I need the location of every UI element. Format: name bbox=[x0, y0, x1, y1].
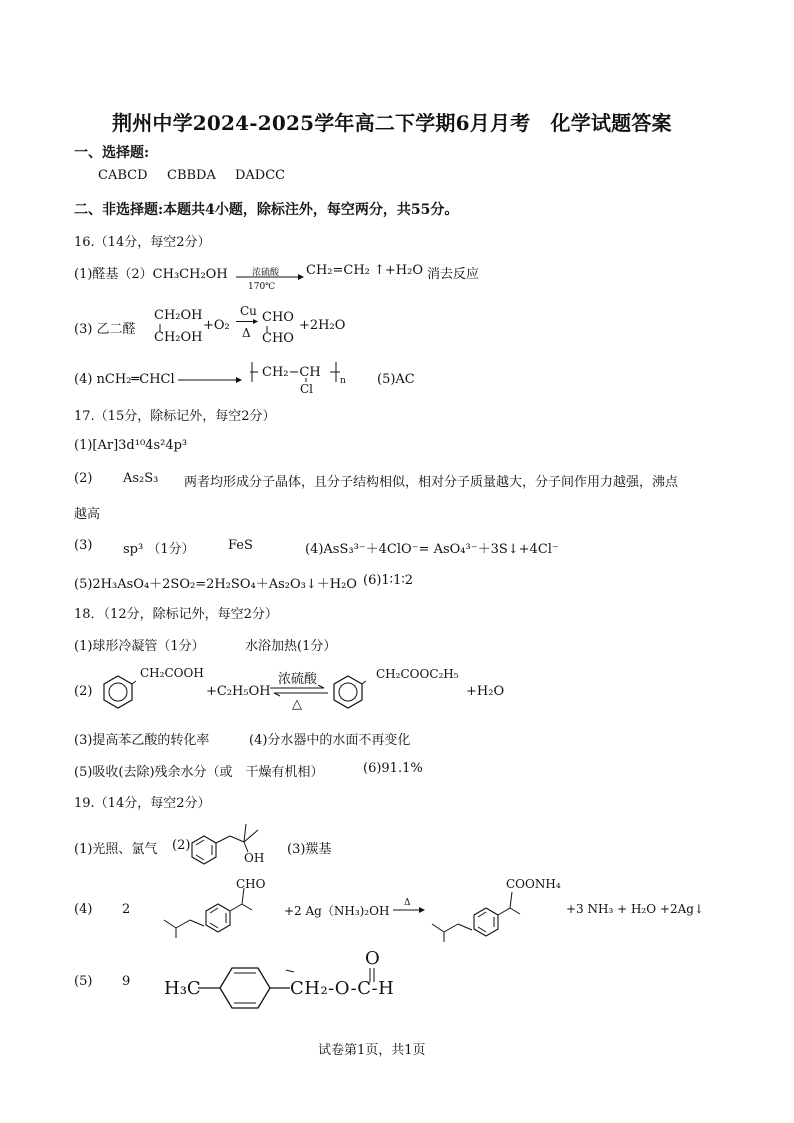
q19-part4-products: +3 NH₃ + H₂O +2Ag↓ bbox=[566, 902, 704, 916]
q17-part6: (6)1∶1∶2 bbox=[363, 573, 413, 588]
mc-answers-3: DADCC bbox=[235, 168, 286, 183]
q17-part2-reason-line2: 越高 bbox=[74, 507, 101, 522]
q18-header: 18．（12分，除标记外，每空2分） bbox=[74, 607, 278, 622]
q17-part5: (5)2H₃AsO₄＋2SO₂=2H₂SO₄＋As₂O₃↓＋H₂O bbox=[74, 577, 357, 592]
q16-polymer-cl: Cl bbox=[300, 382, 314, 396]
q18-water: +H₂O bbox=[466, 684, 505, 699]
benzene-ring-icon bbox=[100, 672, 136, 712]
benzene-ring-icon bbox=[330, 672, 366, 712]
page-title: 荆州中学2024-2025学年高二下学期6月月考 化学试题答案 bbox=[112, 111, 672, 135]
mc-answers-1: CABCD bbox=[98, 168, 148, 183]
q19-part4-number: 2 bbox=[122, 902, 131, 917]
section-2-heading: 二、非选择题:本题共4小题，除标注外，每空两分，共55分。 bbox=[74, 202, 459, 218]
q18-condition-top: 浓硫酸 bbox=[278, 672, 318, 687]
q18-part2-label: (2) bbox=[74, 684, 93, 699]
q16-part1-products: CH₂=CH₂ ↑+H₂O bbox=[306, 263, 424, 278]
q17-header: 17.（15分，除标记外，每空2分） bbox=[74, 409, 276, 424]
q19-ammonium-salt-structure bbox=[428, 884, 528, 944]
q16-catalyst: Cu bbox=[240, 304, 257, 318]
q16-product-bottom: CHO bbox=[262, 331, 294, 346]
q17-part3-label: (3) bbox=[74, 538, 93, 553]
q19-coonh4-group: COONH₄ bbox=[506, 877, 561, 891]
q17-part1: (1)[Ar]3d¹⁰4s²4p³ bbox=[74, 438, 188, 453]
q19-part5-chain: CH₂-O-C-H bbox=[290, 978, 395, 999]
q16-polymer-unit: CH₂−CH bbox=[262, 365, 321, 380]
mc-answers-2: CBBDA bbox=[167, 168, 216, 183]
q16-part4-label: (4) nCH₂═CHCl bbox=[74, 372, 175, 387]
q16-part1-label: (1)醛基（2）CH₃CH₂OH bbox=[74, 267, 228, 282]
single-bond bbox=[265, 326, 269, 333]
page-footer: 试卷第1页，共1页 bbox=[318, 1043, 426, 1058]
q18-part1a: (1)球形冷凝管（1分） bbox=[74, 639, 205, 654]
q19-part5-methyl: H₃C bbox=[164, 978, 201, 999]
q16-arrow-bottom: 170℃ bbox=[248, 282, 276, 292]
q16-part1-type: 消去反应 bbox=[427, 267, 480, 282]
reaction-arrow bbox=[236, 318, 258, 325]
q18-ethanol: +C₂H₅OH bbox=[206, 684, 271, 699]
q16-o2: +O₂ bbox=[203, 318, 230, 333]
q19-header: 19.（14分，每空2分） bbox=[74, 796, 211, 811]
q19-cho-group: CHO bbox=[236, 877, 266, 891]
q16-part5: (5)AC bbox=[377, 372, 415, 387]
q18-part6: (6)91.1% bbox=[363, 761, 423, 776]
q19-part4-label: (4) bbox=[74, 902, 93, 917]
q17-part3-fes: FeS bbox=[228, 538, 253, 553]
q18-condition-bottom: △ bbox=[292, 697, 302, 712]
q16-polymer-n: n bbox=[340, 376, 346, 386]
q19-part5-label: (5) bbox=[74, 974, 93, 989]
q17-part2-label: (2) bbox=[74, 471, 93, 486]
equilibrium-arrow bbox=[270, 685, 328, 697]
q18-part3: (3)提高苯乙酸的转化率 bbox=[74, 733, 210, 748]
q16-heat: Δ bbox=[242, 326, 251, 340]
reaction-arrow bbox=[236, 273, 304, 281]
q18-part1b: 水浴加热(1分） bbox=[245, 639, 337, 654]
q17-part2-reason-line1: 两者均形成分子晶体，且分子结构相似，相对分子质量越大，分子间作用力越强，沸点 bbox=[184, 475, 679, 490]
q19-part1: (1)光照、氯气 bbox=[74, 842, 158, 857]
q19-part2-label: (2) bbox=[172, 838, 191, 853]
q16-part3-label: (3) 乙二醛 bbox=[74, 322, 136, 337]
q19-part3: (3)羰基 bbox=[287, 842, 332, 857]
q18-substituent-2: CH₂COOC₂H₅ bbox=[376, 667, 459, 681]
double-bond bbox=[366, 968, 378, 982]
q17-part2-formula: As₂S₃ bbox=[123, 471, 159, 486]
q19-part5-carbonyl-o: O bbox=[365, 948, 380, 969]
q18-part5: (5)吸收(去除)残余水分（或 干燥有机相） bbox=[74, 765, 324, 780]
section-1-heading: 一、选择题: bbox=[74, 145, 150, 161]
q18-substituent-1: CH₂COOH bbox=[140, 666, 204, 680]
q16-arrow-top: 浓硫酸 bbox=[252, 268, 280, 278]
q19-heat: Δ bbox=[404, 898, 411, 908]
single-bond bbox=[158, 324, 162, 332]
reaction-arrow bbox=[393, 906, 425, 914]
q16-reactant-top: CH₂OH bbox=[154, 308, 203, 323]
q18-part4: (4)分水器中的水面不再变化 bbox=[249, 733, 411, 748]
q16-reactant-bottom: CH₂OH bbox=[154, 330, 203, 345]
q19-oh-group: OH bbox=[244, 851, 265, 865]
q16-product-top: CHO bbox=[262, 310, 294, 325]
q17-part4: (4)AsS₃³⁻＋4ClO⁻= AsO₄³⁻＋3S↓+4Cl⁻ bbox=[305, 542, 559, 557]
q16-water: +2H₂O bbox=[299, 318, 346, 333]
q19-tollens-reagent: +2 Ag（NH₃)₂OH bbox=[284, 904, 390, 918]
q16-header: 16.（14分，每空2分） bbox=[74, 235, 211, 250]
q19-part5-number: 9 bbox=[122, 974, 131, 989]
reaction-arrow bbox=[178, 376, 242, 384]
q17-part3-hybrid: sp³ （1分） bbox=[123, 542, 195, 557]
